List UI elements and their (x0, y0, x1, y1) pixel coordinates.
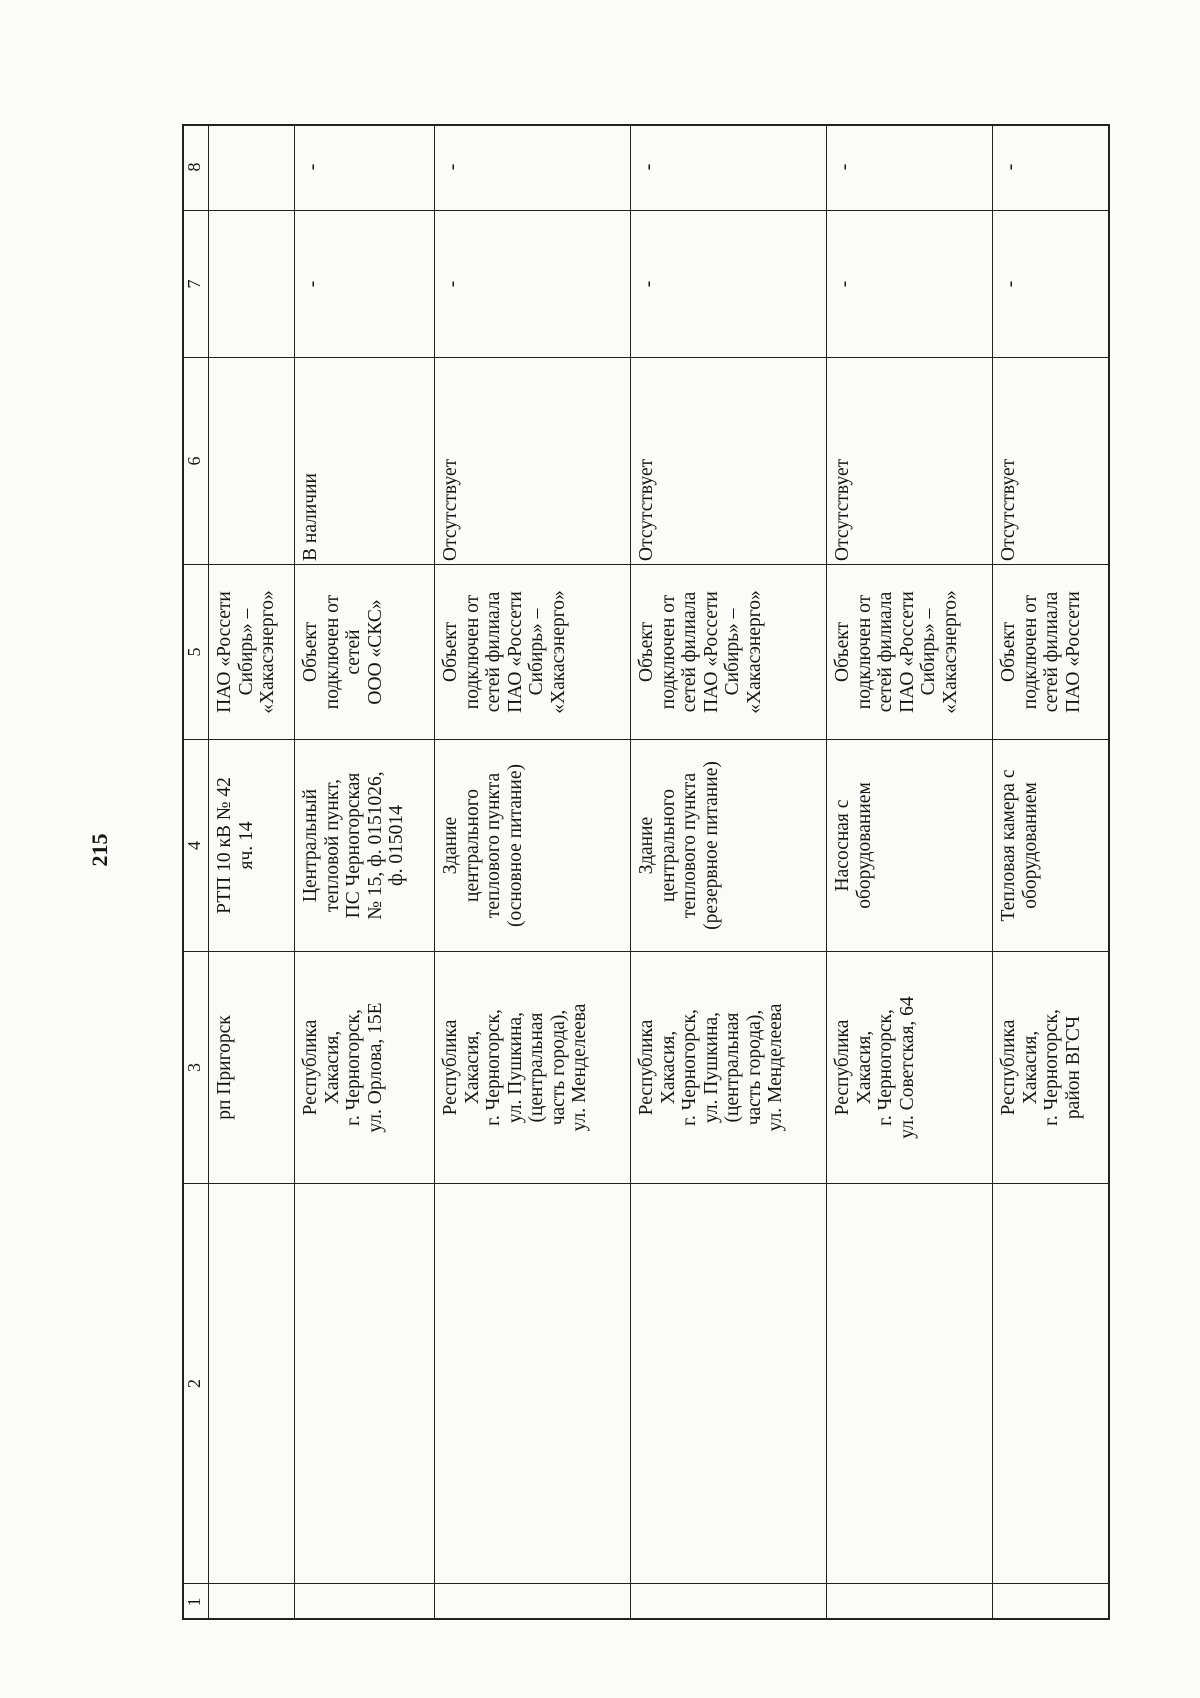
row-cell-col-8: - (442, 163, 463, 171)
row-cell-col-1 (294, 1583, 434, 1620)
header-col-4: 4 (182, 739, 208, 951)
table-row (208, 124, 294, 1620)
row-cell-availability (208, 357, 294, 564)
row-cell-address: Республика Хакасия, г. Черногорск, ул. Орлова, 15Е (294, 951, 434, 1183)
row-cell-col-8: - (1000, 163, 1021, 171)
page-number: 215 (87, 833, 112, 867)
table-row (294, 124, 434, 1620)
table-header-row (182, 124, 208, 1620)
table-row (992, 124, 1110, 1620)
header-col-6: 6 (182, 357, 208, 564)
table-row (630, 124, 826, 1620)
row-cell-object: Центральный тепловой пункт, ПС Черногорская № 15, ф. 0151026, ф. 015014 (294, 739, 434, 951)
row-cell-col-2 (294, 1183, 434, 1583)
row-cell-object: РТП 10 кВ № 42 яч. 14 (208, 739, 294, 951)
row-cell-address: Республика Хакасия, г. Черногорск, ул. Пушкина, (центральная часть города), ул. Менделеева (630, 951, 826, 1183)
row-cell-col-7: - (630, 210, 826, 357)
row-cell-col-2 (826, 1183, 992, 1583)
row-cell-col-7: - (434, 210, 630, 357)
row-cell-connection: Объект подключен от сетей ООО «СКС» (294, 564, 434, 739)
row-cell-connection: Объект подключен от сетей филиала ПАО «Россети (992, 564, 1110, 739)
row-cell-address: Республика Хакасия, г. Черногорск, ул. Советская, 64 (826, 951, 992, 1183)
row-cell-col-1 (434, 1583, 630, 1620)
row-cell-connection: Объект подключен от сетей филиала ПАО «Россети Сибирь» – «Хакасэнерго» (826, 564, 992, 739)
row-cell-availability: Отсутствует (630, 357, 826, 564)
row-cell-col-8: - (638, 163, 659, 171)
table-row (826, 124, 992, 1620)
row-cell-object: Тепловая камера с оборудованием (992, 739, 1110, 951)
row-cell-col-8 (208, 124, 294, 210)
table-row (434, 124, 630, 1620)
row-cell-object: Здание центрального теплового пункта (резервное питание) (630, 739, 826, 951)
row-cell-object: Насосная с оборудованием (826, 739, 992, 951)
row-cell-col-2 (992, 1183, 1110, 1583)
row-cell-availability: Отсутствует (992, 357, 1110, 564)
row-cell-col-2 (630, 1183, 826, 1583)
row-cell-address: Республика Хакасия, г. Черногорск, ул. Пушкина, (центральная часть города), ул. Менделеева (434, 951, 630, 1183)
row-cell-availability: Отсутствует (434, 357, 630, 564)
row-cell-availability: Отсутствует (826, 357, 992, 564)
row-cell-col-8: - (834, 163, 855, 171)
row-cell-connection: Объект подключен от сетей филиала ПАО «Россети Сибирь» – «Хакасэнерго» (630, 564, 826, 739)
header-col-2: 2 (182, 1183, 208, 1583)
header-col-7: 7 (182, 210, 208, 357)
row-cell-col-8: - (302, 163, 323, 171)
row-cell-connection: ПАО «Россети Сибирь» – «Хакасэнерго» (208, 564, 294, 739)
row-cell-address: рп Пригорск (208, 951, 294, 1183)
header-col-8: 8 (184, 162, 204, 172)
row-cell-address: Республика Хакасия, г. Черногорск, район ВГСЧ (992, 951, 1110, 1183)
row-cell-col-1 (826, 1583, 992, 1620)
row-cell-col-7: - (826, 210, 992, 357)
row-cell-col-2 (208, 1183, 294, 1583)
row-cell-col-7 (208, 210, 294, 357)
row-cell-col-1 (208, 1583, 294, 1620)
row-cell-availability: В наличии (294, 357, 434, 564)
row-cell-col-7: - (294, 210, 434, 357)
row-cell-col-7: - (992, 210, 1110, 357)
header-col-5: 5 (182, 564, 208, 739)
row-cell-col-1 (992, 1583, 1110, 1620)
row-cell-col-1 (630, 1583, 826, 1620)
header-col-3: 3 (182, 951, 208, 1183)
row-cell-col-2 (434, 1183, 630, 1583)
document-table (182, 124, 1110, 1620)
row-cell-object: Здание центрального теплового пункта (основное питание) (434, 739, 630, 951)
row-cell-connection: Объект подключен от сетей филиала ПАО «Россети Сибирь» – «Хакасэнерго» (434, 564, 630, 739)
header-col-1: 1 (182, 1583, 208, 1620)
